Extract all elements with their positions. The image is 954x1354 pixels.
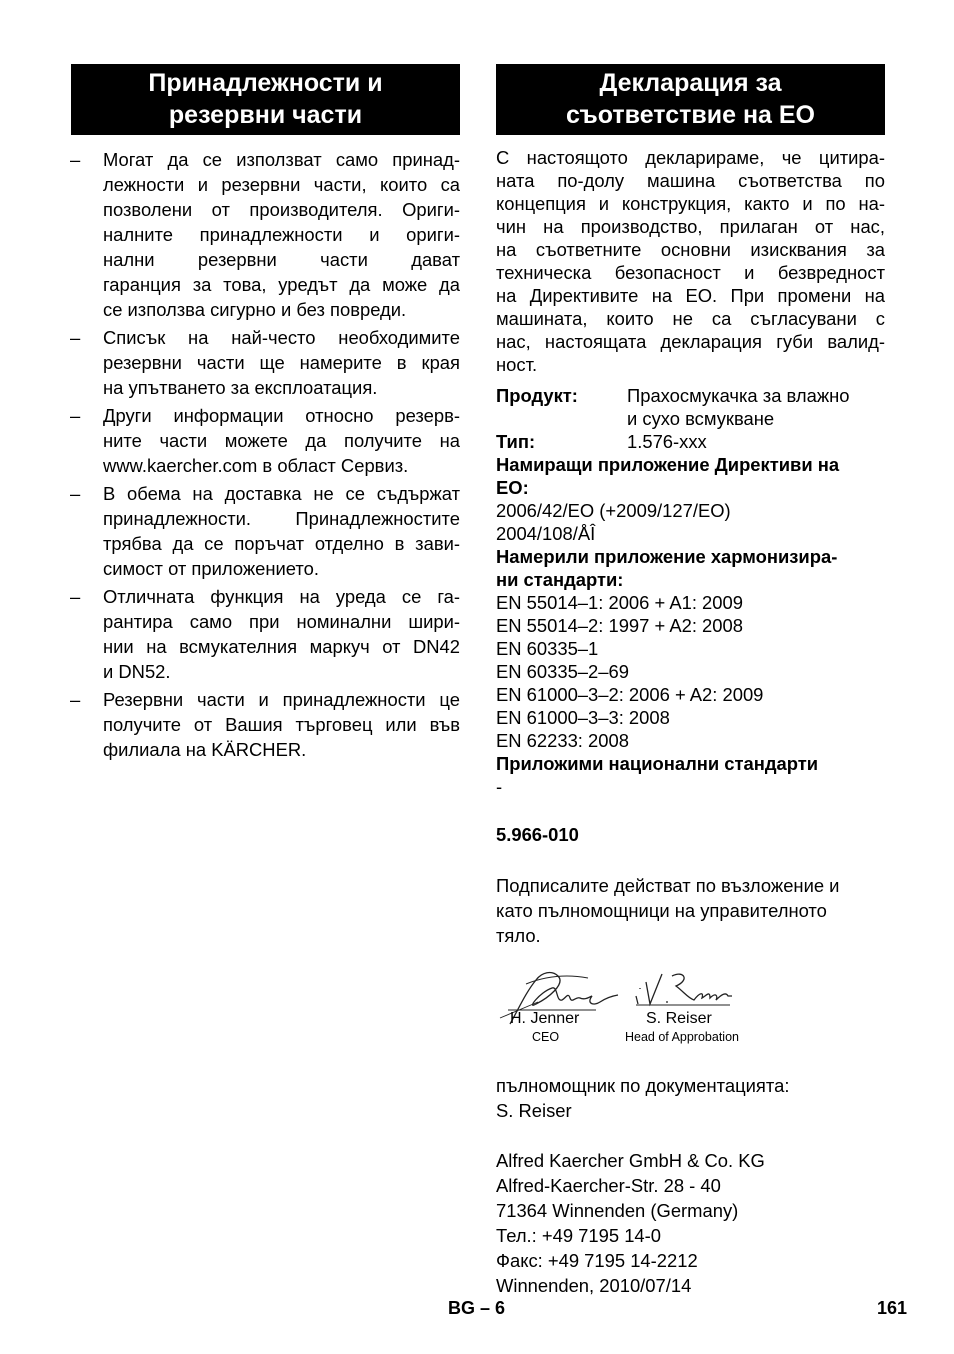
national-standards-heading: Приложими национални стандарти	[496, 753, 819, 774]
intro-line: машината, които не са съгласувани с	[496, 308, 885, 329]
list-item-line: получите от Вашия търговец или във	[103, 714, 460, 735]
heading-line: съответствие на ЕО	[565, 100, 816, 129]
list-item-line: www.kaercher.com в област Сервиз.	[103, 455, 409, 476]
list-item-line: лежности и резервни части, които са	[103, 174, 460, 195]
directives-list	[496, 499, 885, 545]
document-number: 5.966-010	[496, 824, 579, 845]
bullet-dash: –	[70, 405, 81, 426]
address-line: Alfred-Kaercher-Str. 28 - 40	[496, 1175, 721, 1196]
standard-item: EN 55014–1: 2006 + A1: 2009	[496, 592, 743, 613]
signatory-2-role: Head of Approbation	[625, 1030, 739, 1044]
signature-block	[496, 962, 885, 1080]
list-item-line: Списък на най-често необходимите	[103, 327, 460, 348]
list-item-line: нални резервни части дават	[103, 249, 460, 270]
directive-item: 2006/42/EO (+2009/127/EO)	[496, 500, 731, 521]
standards-heading	[496, 545, 885, 591]
declaration-body	[496, 146, 885, 1298]
signatory-2-name: S. Reiser	[646, 1010, 712, 1027]
list-item	[71, 481, 460, 581]
bullet-dash: –	[70, 483, 81, 504]
standard-item: EN 60335–1	[496, 638, 599, 659]
address-line: Winnenden, 2010/07/14	[496, 1275, 692, 1296]
list-item-line: налните принадлежности и ориги-	[103, 224, 460, 245]
product-value-line: Прахосмукачка за влажно	[627, 385, 850, 406]
heading-line: Принадлежности и	[148, 68, 383, 97]
page-number: 161	[877, 1298, 908, 1318]
product-label: Продукт:	[496, 385, 578, 406]
section-heading-accessories	[71, 64, 460, 135]
standard-item: EN 62233: 2008	[496, 730, 629, 751]
product-value	[627, 384, 885, 430]
company-address	[496, 1148, 885, 1298]
bullet-dash: –	[70, 586, 81, 607]
footer-section-label: BG – 6	[448, 1298, 506, 1318]
list-item	[71, 687, 460, 762]
standards-heading-line: Намерили приложение хармонизира-	[496, 546, 838, 567]
accessories-list	[71, 147, 460, 762]
directives-heading-line: ЕО:	[496, 477, 529, 498]
proxy-name: S. Reiser	[496, 1100, 572, 1121]
address-line: Тел.: +49 7195 14-0	[496, 1225, 662, 1246]
list-item-line: симост от приложението.	[103, 558, 319, 579]
intro-line: ната по-долу машина съответства по	[496, 170, 885, 191]
address-line: Alfred Kaercher GmbH & Co. KG	[496, 1150, 765, 1171]
list-item	[71, 325, 460, 400]
list-item	[71, 147, 460, 322]
list-item-line: рантира само при номинални шири-	[103, 611, 460, 632]
product-row	[496, 384, 885, 430]
intro-line: нас, настоящата декларация губи валид-	[496, 331, 885, 352]
intro-line: техническа безопасност и безвредност	[496, 262, 885, 283]
bullet-dash: –	[70, 149, 81, 170]
standard-item: EN 61000–3–2: 2006 + A2: 2009	[496, 684, 764, 705]
list-item	[71, 403, 460, 478]
directive-item: 2004/108/ÅÎ	[496, 523, 596, 544]
type-label: Тип:	[496, 431, 536, 452]
standard-item: EN 55014–2: 1997 + A2: 2008	[496, 615, 743, 636]
list-item-line: гаранция за това, уредът да може да	[103, 274, 460, 295]
list-item-line: се използва сигурно и без повреди.	[103, 299, 407, 320]
intro-line: на съответните основни изисквания за	[496, 239, 885, 260]
list-item-line: Отличната функция на уреда се га-	[103, 586, 460, 607]
signatories-line: тяло.	[496, 925, 541, 946]
intro-line: концепция и конструкция, както и по на-	[496, 193, 885, 214]
address-line: Факс: +49 7195 14-2212	[496, 1250, 698, 1271]
list-item-line: ните части можете да получите на	[103, 430, 460, 451]
standard-item: EN 61000–3–3: 2008	[496, 707, 670, 728]
heading-line: Декларация за	[599, 68, 782, 97]
directives-heading	[496, 453, 885, 499]
intro-line: ност.	[496, 354, 538, 375]
list-item-line: Други информации относно резерв-	[103, 405, 460, 426]
bullet-dash: –	[70, 689, 81, 710]
bullet-dash: –	[70, 327, 81, 348]
right-column	[496, 64, 885, 1298]
intro-line: С настоящото декларираме, че цитира-	[496, 147, 885, 168]
standards-list	[496, 591, 885, 752]
list-item-line: на упътването за експлоатация.	[103, 377, 378, 398]
directives-heading-line: Намиращи приложение Директиви на	[496, 454, 840, 475]
signatories-line: Подписалите действат по възложение и	[496, 875, 840, 896]
type-value: 1.576-xxx	[627, 431, 707, 452]
product-value-line: и сухо всмукване	[627, 408, 775, 429]
list-item-line: Резервни части и принадлежности це	[103, 689, 460, 710]
list-item-line: принадлежности. Принадлежностите	[103, 508, 460, 529]
section-heading-declaration	[496, 64, 885, 135]
standard-item: EN 60335–2–69	[496, 661, 629, 682]
address-line: 71364 Winnenden (Germany)	[496, 1200, 739, 1221]
list-item-line: трябва да се поръчат отделно в зави-	[103, 533, 460, 554]
proxy-label: пълномощник по документацията:	[496, 1075, 790, 1096]
signatory-1-role: CEO	[532, 1030, 560, 1044]
intro-line: на Директивите на ЕО. При промени на	[496, 285, 885, 306]
heading-line: резервни части	[168, 100, 363, 129]
intro-paragraph	[496, 146, 885, 376]
standards-heading-line: ни стандарти:	[496, 569, 624, 590]
intro-line: чин на производство, прилаган от нас,	[496, 216, 885, 237]
proxy-block	[496, 1073, 885, 1123]
list-item-line: нии на всмукателния маркуч от DN42	[103, 636, 460, 657]
list-item-line: В обема на доставка не се съдържат	[103, 483, 460, 504]
list-item	[71, 584, 460, 684]
left-column	[71, 64, 460, 765]
list-item-line: и DN52.	[103, 661, 171, 682]
type-row	[496, 430, 885, 453]
list-item-line: резервни части ще намерите в края	[103, 352, 460, 373]
list-item-line: позволени от производителя. Ориги-	[103, 199, 460, 220]
list-item-line: филиала на KÄRCHER.	[103, 739, 307, 760]
signatories-line: като пълномощници на управителното	[496, 900, 827, 921]
signatories-paragraph	[496, 873, 885, 948]
list-item-line: Могат да се използват само принад-	[103, 149, 460, 170]
signatory-1-name: H. Jenner	[510, 1010, 580, 1027]
national-standards-value: -	[496, 776, 503, 797]
